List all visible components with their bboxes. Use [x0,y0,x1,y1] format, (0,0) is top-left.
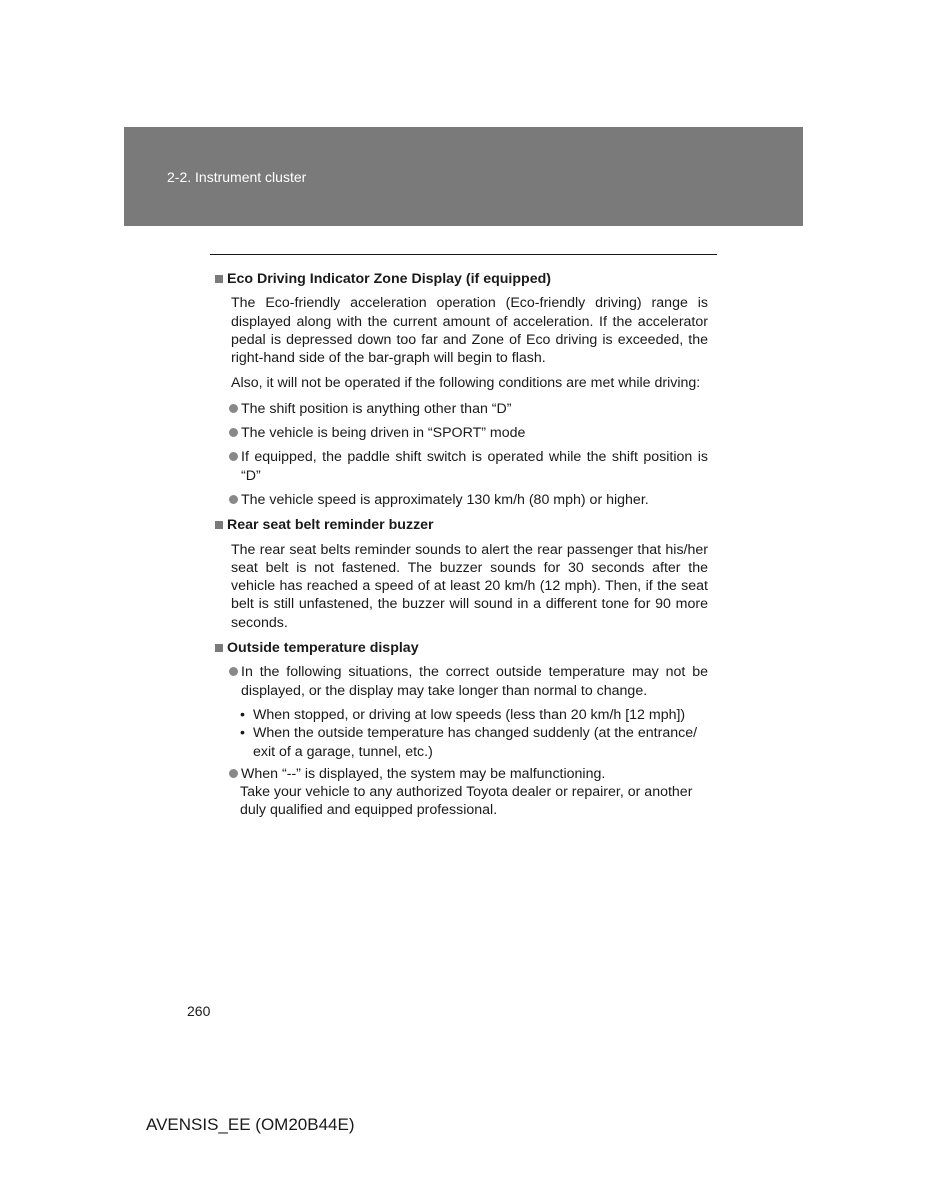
page-content [214,270,708,827]
list-item: When “--” is displayed, the system may be malfunctioning. [229,765,708,783]
section-heading: Outside temperature display [214,639,708,657]
square-bullet-icon [215,644,223,652]
circle-bullet-icon [229,667,238,676]
dot-marker: • [240,706,245,723]
paragraph: The rear seat belts reminder sounds to alert the rear passenger that his/her seat belt is not fastened. The buzzer sounds for 30 seconds after the vehicle has reached a speed of at least 20 km/h (12 mph). Then, if the seat belt is still unfastened, the buzzer will sound in a different tone for 90 more seconds. [231,541,708,631]
section-title: 2-2. Instrument cluster [167,169,307,185]
list-item: The vehicle speed is approximately 130 km/h (80 mph) or higher. [229,491,708,509]
page-number: 260 [187,1003,211,1019]
section-heading: Rear seat belt reminder buzzer [214,516,708,534]
circle-bullet-icon [229,769,238,778]
sub-list-item: • When the outside temperature has changed suddenly (at the entrance/ exit of a garage, tunnel, etc.) [240,725,698,760]
header-band [124,127,803,226]
list-item: The shift position is anything other than “D” [229,400,708,418]
list-item: If equipped, the paddle shift switch is operated while the shift position is “D” [229,448,708,485]
list-item: The vehicle is being driven in “SPORT” mode [229,424,708,442]
paragraph: The Eco-friendly acceleration operation (Eco-friendly driving) range is displayed along with the current amount of acceleration. If the accelerator pedal is depressed down too far and Zone of Eco driving is exceeded, the right-hand side of the bar-graph will begin to flash. [231,295,708,367]
section-heading: Eco Driving Indicator Zone Display (if equipped) [214,270,708,288]
circle-bullet-icon [229,428,238,437]
dot-marker: • [240,725,245,742]
square-bullet-icon [215,521,223,529]
manual-code: AVENSIS_EE (OM20B44E) [146,1115,355,1134]
circle-bullet-icon [229,495,238,504]
list-item: In the following situations, the correct outside temperature may not be displayed, or the display may take longer than normal to change. [229,663,708,700]
circle-bullet-icon [229,404,238,413]
paragraph: Take your vehicle to any authorized Toyota dealer or repairer, or another duly qualified and equipped professional. [240,784,693,819]
sub-list-item: • When stopped, or driving at low speeds (less than 20 km/h [12 mph]) [240,706,686,723]
circle-bullet-icon [229,452,238,461]
divider [210,254,717,255]
square-bullet-icon [215,275,223,283]
paragraph: Also, it will not be operated if the following conditions are met while driving: [231,375,701,392]
